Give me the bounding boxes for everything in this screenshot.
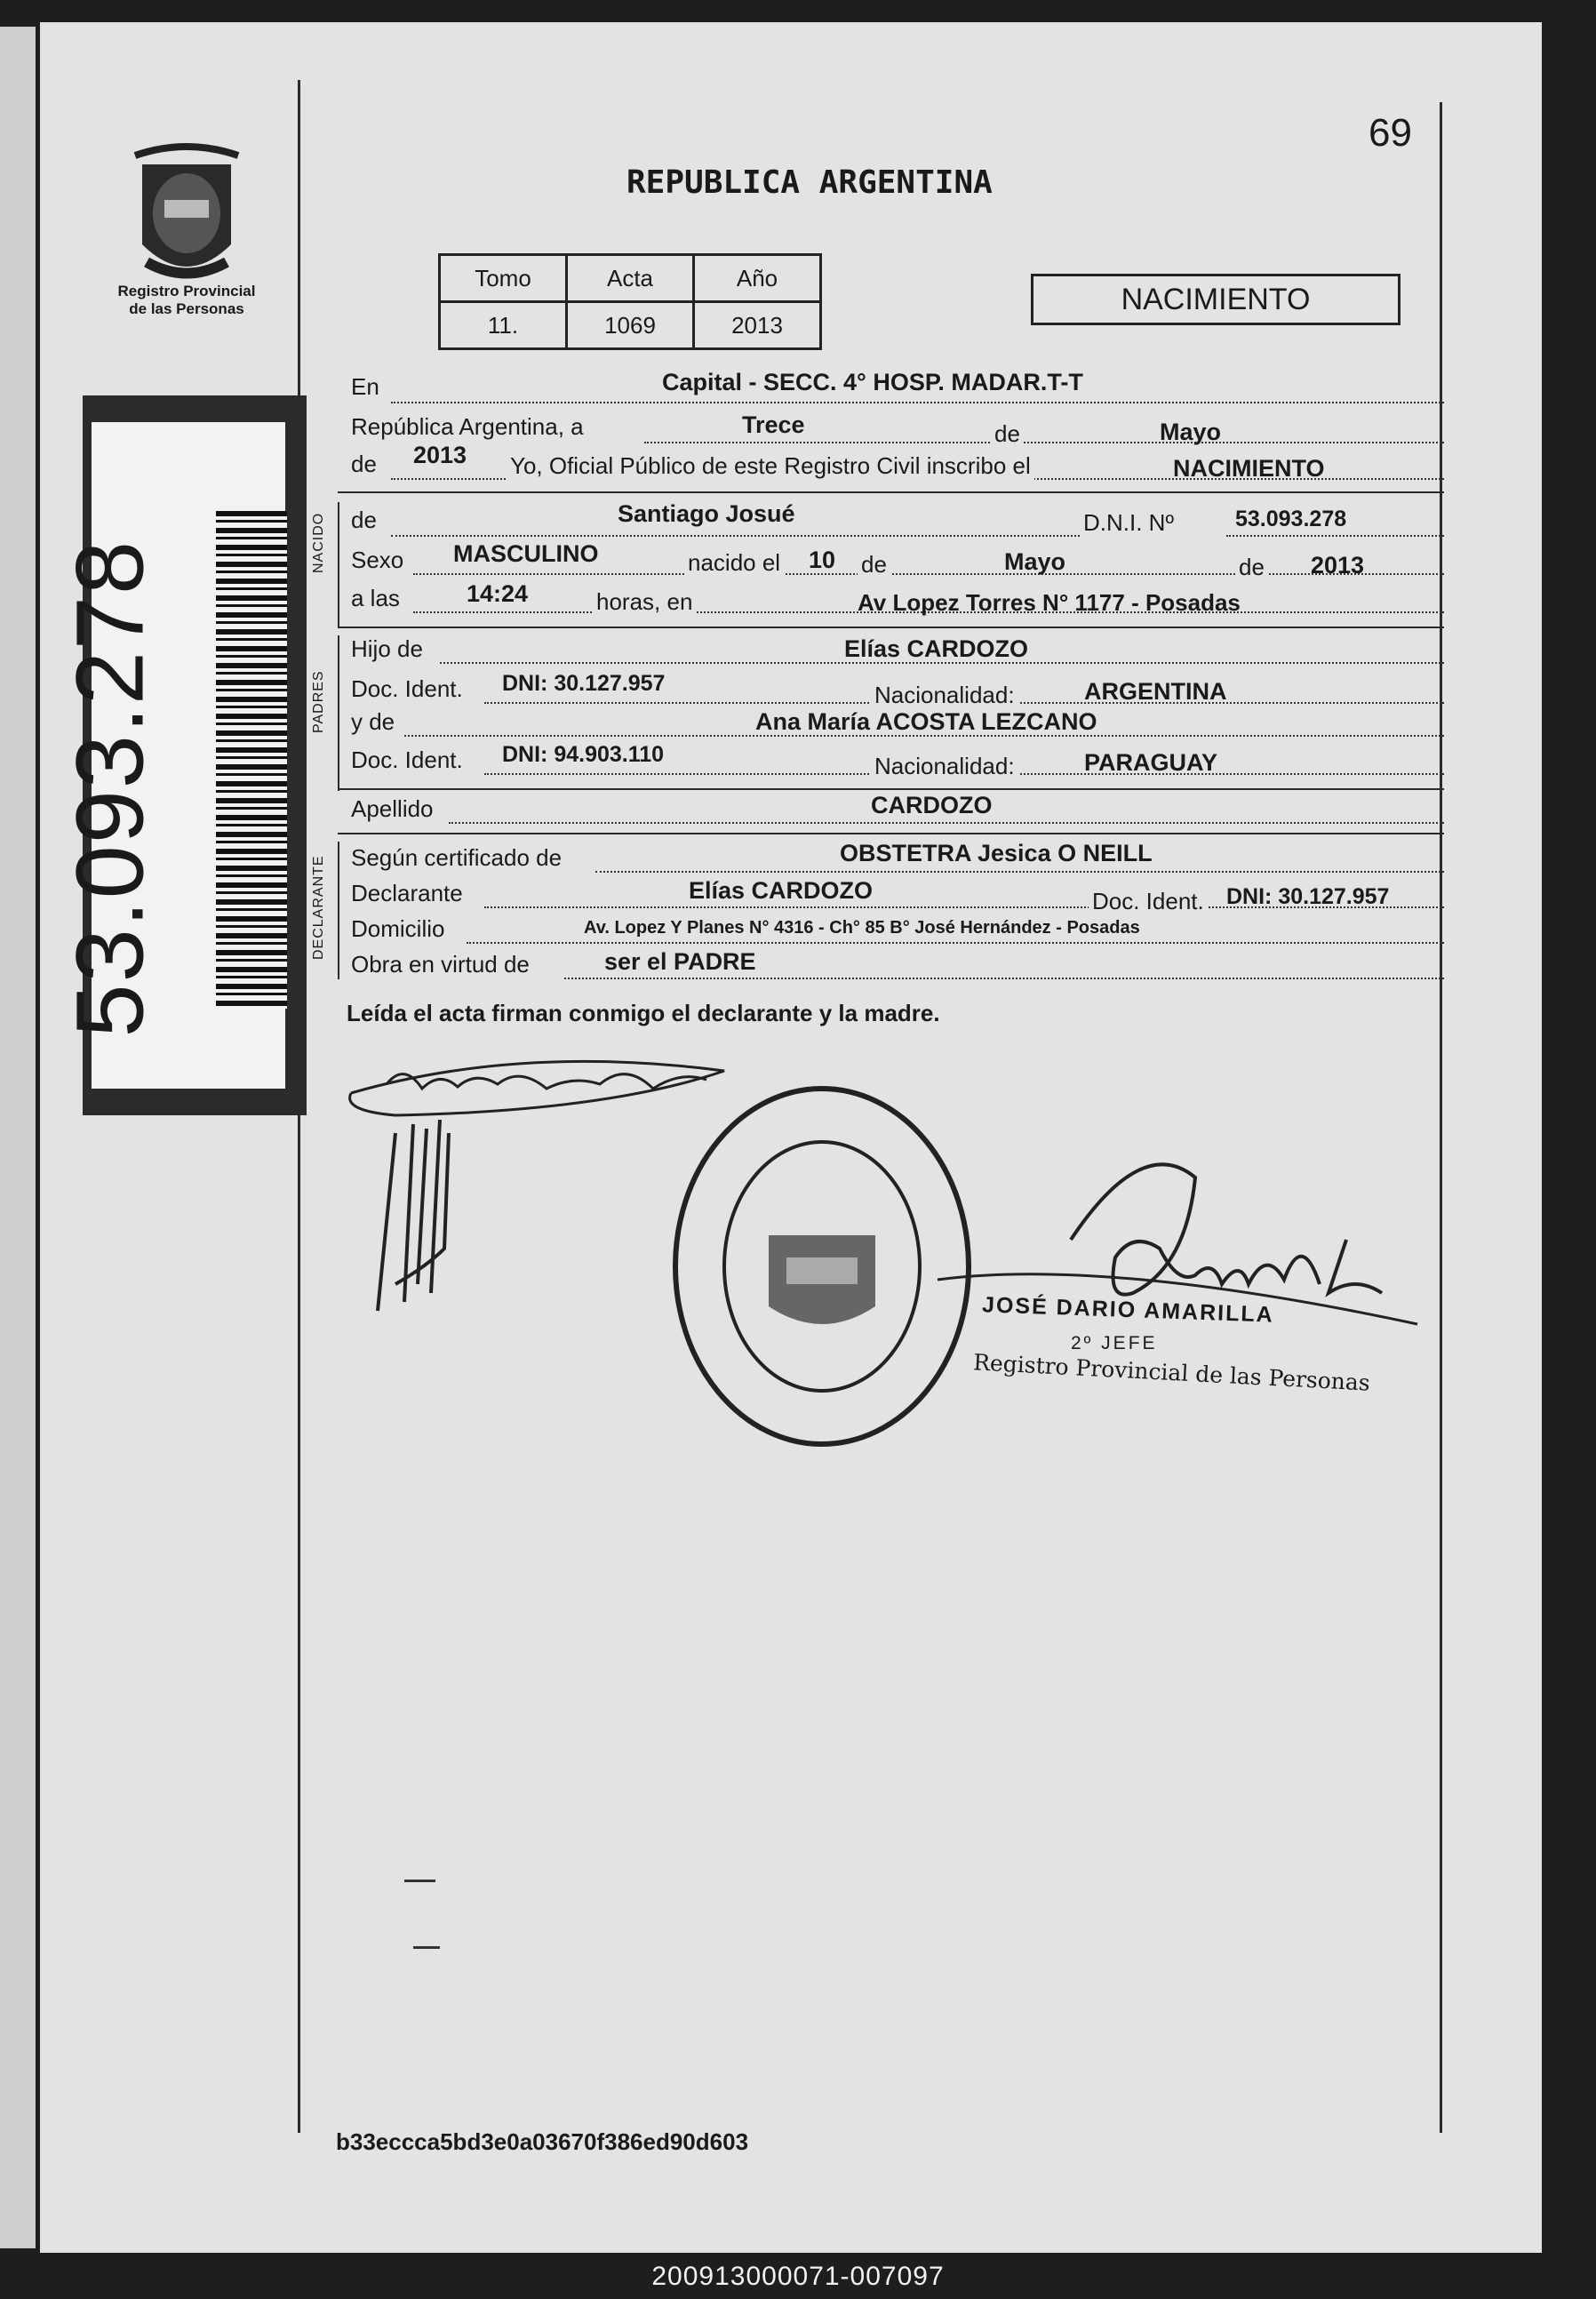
reference-table xyxy=(438,253,822,350)
value-acto: NACIMIENTO xyxy=(1173,455,1325,482)
value-anio: 2013 xyxy=(413,442,467,468)
side-label-nacido: NACIDO xyxy=(311,512,326,573)
birth-certificate-page xyxy=(40,22,1542,2253)
value-madre-nac: PARAGUAY xyxy=(1084,749,1218,776)
side-label-declarante: DECLARANTE xyxy=(311,855,326,960)
label-a-las: a las xyxy=(351,585,400,611)
value-sexo: MASCULINO xyxy=(453,540,599,567)
official-name: JOSÉ DARIO AMARILLA xyxy=(981,1292,1275,1328)
scan-footer-id: 200913000071-007097 xyxy=(651,2262,945,2291)
page-number: 69 xyxy=(1369,111,1412,155)
label-segun: Según certificado de xyxy=(351,844,563,871)
value-declarante: Elías CARDOZO xyxy=(689,877,874,904)
barcode-sticker xyxy=(55,395,307,1115)
label-obra: Obra en virtud de xyxy=(351,951,530,978)
value-nombre: Santiago Josué xyxy=(618,500,795,527)
label-republica: República Argentina, a xyxy=(351,413,584,440)
table-header-tomo: Tomo xyxy=(440,255,567,302)
official-office: Registro Provincial de las Personas xyxy=(972,1349,1371,1396)
label-doc-declarante: Doc. Ident. xyxy=(1089,888,1208,915)
document-title: REPUBLICA ARGENTINA xyxy=(626,164,993,201)
value-dia: 10 xyxy=(809,547,836,573)
label-sexo: Sexo xyxy=(351,547,404,573)
label-nacionalidad-padre: Nacionalidad: xyxy=(871,682,1018,709)
label-nacido-el: nacido el xyxy=(684,549,784,577)
label-doc-padre: Doc. Ident. xyxy=(351,675,463,702)
label-yo: Yo, Oficial Público de este Registro Civil inscribo el xyxy=(507,452,1034,480)
left-margin-line xyxy=(298,80,300,2133)
logo-line-2: de las Personas xyxy=(129,300,244,317)
value-padre-nac: ARGENTINA xyxy=(1084,678,1227,705)
value-apellido: CARDOZO xyxy=(871,792,993,818)
official-role: 2º JEFE xyxy=(1071,1333,1158,1353)
value-anio-nac: 2013 xyxy=(1311,552,1365,579)
side-label-padres: PADRES xyxy=(311,670,326,733)
value-mes-texto: Mayo xyxy=(1160,419,1222,445)
label-de-nombre: de xyxy=(351,507,377,533)
value-certificado: OBSTETRA Jesica O NEILL xyxy=(840,840,1153,866)
stray-mark xyxy=(404,1880,435,1882)
document-hash: b33eccca5bd3e0a03670f386ed90d603 xyxy=(336,2128,749,2155)
value-dia-texto: Trece xyxy=(742,411,805,438)
label-nacionalidad-madre: Nacionalidad: xyxy=(871,753,1018,780)
logo-line-1: Registro Provincial xyxy=(117,283,256,299)
label-hijo-de: Hijo de xyxy=(351,635,423,662)
table-header-anio: Año xyxy=(694,255,821,302)
value-madre-doc: DNI: 94.903.110 xyxy=(502,742,665,767)
label-y-de: y de xyxy=(351,708,395,735)
label-de-2: de xyxy=(351,451,377,477)
value-hora: 14:24 xyxy=(467,580,529,607)
barcode-number: 53.093.278 xyxy=(55,539,164,1038)
label-en: En xyxy=(351,373,379,400)
adjacent-page-edge xyxy=(0,27,36,2248)
label-de-anio: de xyxy=(1235,554,1268,581)
table-value-acta: 1069 xyxy=(567,302,694,349)
label-declarante: Declarante xyxy=(351,880,463,906)
value-dni: 53.093.278 xyxy=(1235,507,1347,531)
value-declarante-doc: DNI: 30.127.957 xyxy=(1226,884,1390,909)
label-horas-en: horas, en xyxy=(593,588,696,616)
value-madre: Ana María ACOSTA LEZCANO xyxy=(755,708,1097,735)
value-mes: Mayo xyxy=(1004,548,1066,575)
table-header-acta: Acta xyxy=(567,255,694,302)
table-value-anio: 2013 xyxy=(694,302,821,349)
certificate-type-box: NACIMIENTO xyxy=(1031,274,1400,325)
value-padre: Elías CARDOZO xyxy=(844,635,1029,662)
closing-statement: Leída el acta firman conmigo el declarante y la madre. xyxy=(347,1000,940,1026)
label-de-1: de xyxy=(991,420,1024,448)
value-padre-doc: DNI: 30.127.957 xyxy=(502,671,666,696)
label-doc-madre: Doc. Ident. xyxy=(351,746,463,773)
label-domicilio: Domicilio xyxy=(351,915,445,942)
label-de-mes: de xyxy=(858,551,890,579)
stray-mark xyxy=(413,1946,440,1949)
province-seal-logo xyxy=(116,138,258,298)
value-obra: ser el PADRE xyxy=(604,948,756,975)
table-value-tomo: 11. xyxy=(440,302,567,349)
barcode-bars xyxy=(216,511,287,1009)
label-apellido: Apellido xyxy=(351,795,434,822)
value-domicilio: Av. Lopez Y Planes N° 4316 - Ch° 85 B° José Hernández - Posadas xyxy=(584,918,1140,938)
right-margin-line xyxy=(1440,102,1442,2133)
value-lugar: Capital - SECC. 4° HOSP. MADAR.T-T xyxy=(662,369,1083,395)
value-direccion: Av Lopez Torres N° 1177 - Posadas xyxy=(858,589,1241,616)
label-dni: D.N.I. Nº xyxy=(1080,509,1177,537)
